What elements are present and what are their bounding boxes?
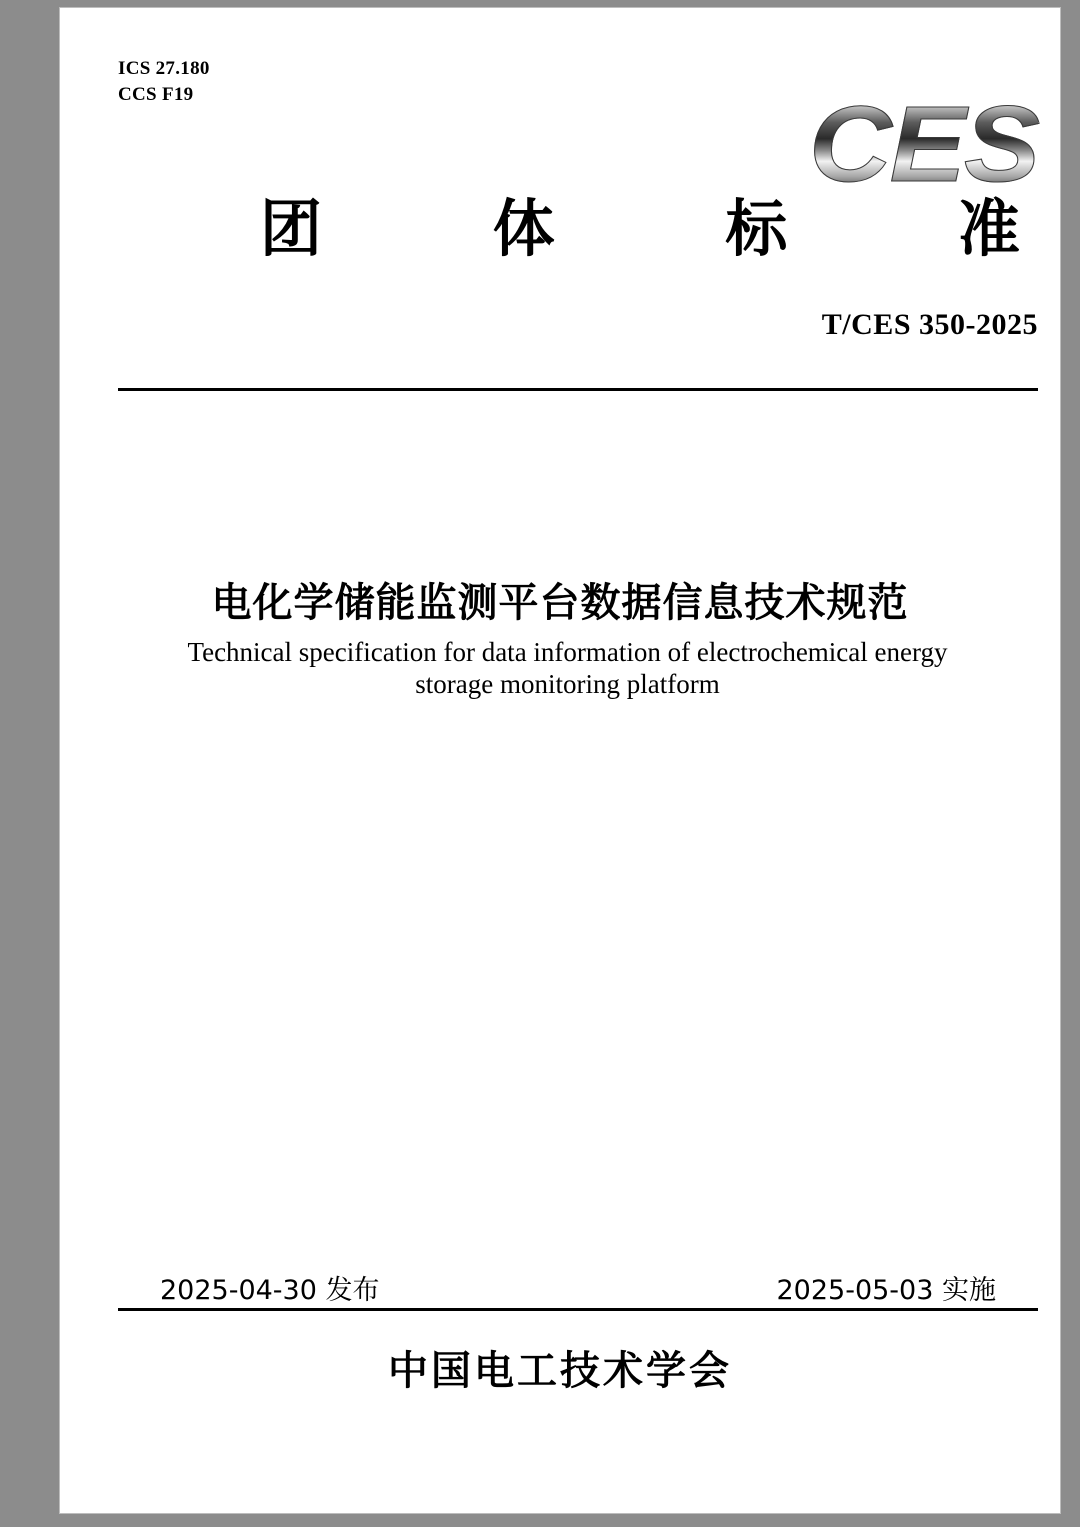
ics-code: ICS 27.180 <box>118 58 210 79</box>
page-content <box>60 8 1060 1513</box>
header-divider <box>118 388 1038 391</box>
date-row <box>118 1274 1038 1308</box>
effective-date: 2025-05-03 实施 <box>776 1275 996 1306</box>
ccs-code: CCS F19 <box>118 84 194 105</box>
banner-group-standard <box>260 190 1020 268</box>
banner-char-3: 标 <box>725 192 788 265</box>
standard-number: T/CES 350-2025 <box>821 308 1038 341</box>
document-title-chinese: 电化学储能监测平台数据信息技术规范 <box>211 580 909 626</box>
banner-char-2: 体 <box>492 192 555 265</box>
banner-char-1: 团 <box>260 192 323 265</box>
ces-logo: CES <box>808 83 1038 204</box>
document-page <box>60 8 1060 1513</box>
footer-divider <box>118 1308 1038 1311</box>
document-title-english: Technical specification for data information of electrochemical energy storage monitoring platform <box>187 637 948 699</box>
issue-date: 2025-04-30 发布 <box>160 1275 380 1306</box>
classification-codes <box>118 56 210 108</box>
issuing-organization: 中国电工技术学会 <box>388 1348 732 1394</box>
banner-char-4: 准 <box>957 192 1020 265</box>
